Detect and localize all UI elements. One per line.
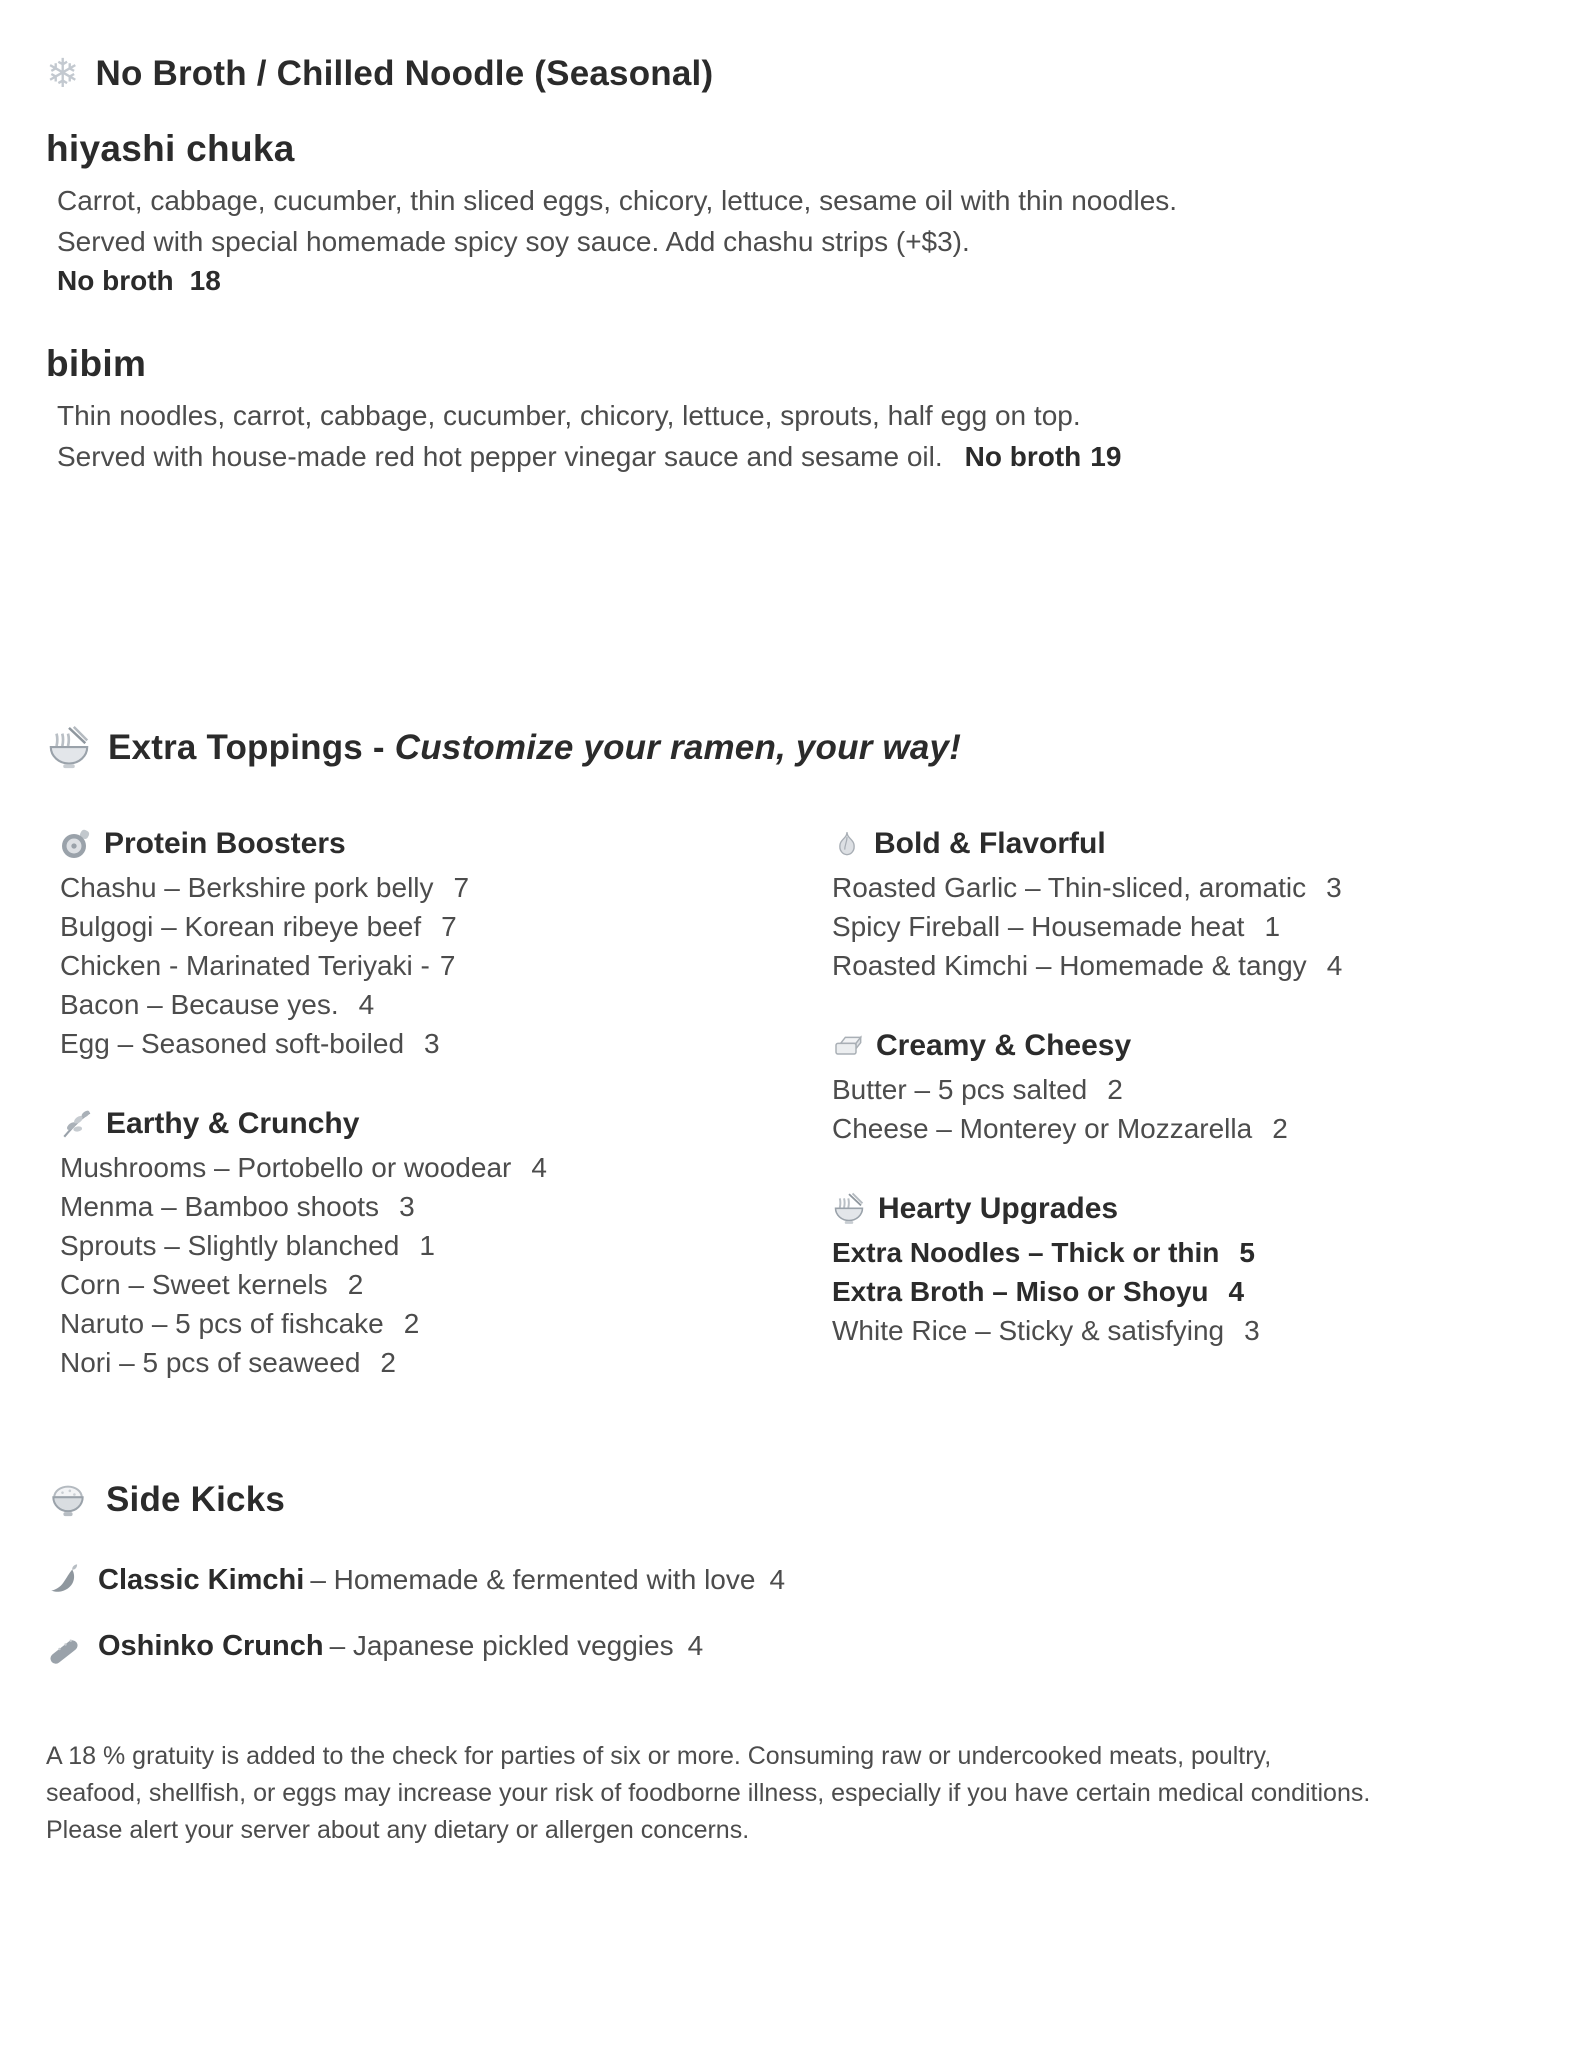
side-kick-item-oshinko-crunch — [46, 1628, 1533, 1664]
side-kick-name: Classic Kimchi — [98, 1563, 305, 1596]
side-kick-text — [98, 1630, 703, 1663]
disclaimer-line: seafood, shellfish, or eggs may increase your risk of foodborne illness, especially if you have certain medical conditions. — [46, 1779, 1371, 1807]
disclaimer-line: A 18 % gratuity is added to the check for parties of six or more. Consuming raw or undercooked meats, poultry, — [46, 1742, 1272, 1770]
chili-pepper-icon — [46, 1562, 82, 1598]
topping-price: 3 — [399, 1191, 415, 1222]
description-line: Served with house-made red hot pepper vinegar sauce and sesame oil. — [57, 441, 943, 472]
chilled-noodle-section-heading — [46, 51, 1533, 97]
butter-icon — [832, 1030, 864, 1062]
topping-label: Extra Noodles – Thick or thin — [832, 1237, 1220, 1268]
topping-price: 4 — [531, 1152, 547, 1183]
topping-label: Bulgogi – Korean ribeye beef — [60, 911, 422, 942]
topping-price: 2 — [403, 1308, 420, 1339]
dish-name: bibim — [46, 343, 147, 384]
side-kicks-heading — [46, 1478, 1533, 1522]
price-label: No broth — [964, 441, 1082, 472]
group-heading — [60, 1107, 832, 1141]
topping-item — [60, 1148, 832, 1187]
topping-item — [60, 1187, 832, 1226]
meat-icon — [60, 828, 92, 860]
topping-group-creamy-cheesy — [832, 1029, 1533, 1148]
topping-group-hearty-upgrades — [832, 1192, 1533, 1350]
section-title: Side Kicks — [106, 1480, 286, 1519]
footer-disclaimer — [46, 1738, 1533, 1849]
topping-item — [60, 1304, 832, 1343]
topping-group-protein-boosters — [60, 827, 832, 1063]
topping-price: 2 — [1107, 1074, 1123, 1105]
side-kick-item-classic-kimchi — [46, 1562, 1533, 1598]
topping-label: Nori – 5 pcs of seaweed — [60, 1347, 361, 1378]
section-title — [108, 728, 961, 768]
dish-price-line — [46, 265, 1533, 297]
price-label: No broth — [57, 265, 174, 296]
topping-label: Corn – Sweet kernels — [60, 1269, 328, 1300]
topping-label: Spicy Fireball – Housemade heat — [832, 911, 1245, 942]
topping-label: Chicken - Marinated Teriyaki - — [60, 950, 430, 981]
dish-price: 18 — [189, 265, 221, 296]
side-kick-desc: – Homemade & fermented with love — [310, 1563, 756, 1595]
topping-item — [832, 1311, 1533, 1350]
side-kick-desc: – Japanese pickled veggies — [329, 1629, 674, 1661]
topping-label: White Rice – Sticky & satisfying — [832, 1315, 1225, 1346]
topping-price: 3 — [1244, 1315, 1260, 1346]
extra-toppings-section — [46, 725, 1533, 1382]
topping-item — [60, 1343, 832, 1382]
topping-label: Menma – Bamboo shoots — [60, 1191, 380, 1222]
group-heading — [832, 1192, 1533, 1226]
description-line: Carrot, cabbage, cucumber, thin sliced eggs, chicory, lettuce, sesame oil with thin noodles. — [57, 185, 1178, 216]
herb-icon — [60, 1107, 94, 1141]
group-title: Hearty Upgrades — [878, 1192, 1119, 1225]
garlic-icon — [832, 829, 862, 859]
topping-label: Extra Broth – Miso or Shoyu — [832, 1276, 1209, 1307]
topping-price: 1 — [1264, 911, 1281, 942]
topping-price: 3 — [424, 1028, 440, 1059]
toppings-right-column — [832, 827, 1533, 1350]
topping-item — [832, 1109, 1533, 1148]
dish-description — [46, 180, 1533, 262]
group-title: Bold & Flavorful — [874, 827, 1106, 860]
topping-label: Mushrooms – Portobello or woodear — [60, 1152, 512, 1183]
topping-item — [832, 907, 1533, 946]
dish-description — [46, 395, 1533, 477]
description-line: Served with special homemade spicy soy sauce. Add chashu strips (+$3). — [57, 226, 970, 257]
snowflake-icon: ❄ — [46, 51, 80, 97]
topping-item — [60, 985, 832, 1024]
topping-item — [60, 907, 832, 946]
dish-name: hiyashi chuka — [46, 128, 295, 169]
cucumber-icon — [46, 1628, 82, 1664]
side-kick-price: 4 — [769, 1563, 786, 1595]
toppings-title-text: Extra Toppings - — [108, 728, 385, 767]
ramen-bowl-icon — [832, 1192, 866, 1226]
topping-price: 4 — [1228, 1276, 1245, 1307]
group-heading — [832, 1029, 1533, 1063]
topping-item — [60, 946, 832, 985]
group-heading — [832, 827, 1533, 861]
topping-price: 4 — [358, 989, 375, 1020]
group-heading — [60, 827, 832, 861]
menu-item-bibim — [46, 343, 1533, 477]
side-kick-name: Oshinko Crunch — [98, 1629, 324, 1662]
toppings-section-heading — [46, 725, 1533, 771]
dish-price: 19 — [1090, 441, 1122, 472]
ramen-bowl-icon — [46, 725, 92, 771]
topping-item — [60, 1024, 832, 1063]
topping-item — [60, 1226, 832, 1265]
topping-price: 4 — [1326, 950, 1343, 981]
topping-price: 2 — [1272, 1113, 1288, 1144]
topping-price: 7 — [441, 911, 457, 942]
group-title: Earthy & Crunchy — [106, 1107, 360, 1140]
topping-label: Roasted Kimchi – Homemade & tangy — [832, 950, 1307, 981]
topping-group-bold-flavorful — [832, 827, 1533, 985]
toppings-columns — [46, 827, 1533, 1382]
topping-price: 2 — [380, 1347, 396, 1378]
topping-price: 7 — [453, 872, 470, 903]
topping-item — [832, 868, 1533, 907]
side-kicks-section — [46, 1478, 1533, 1664]
toppings-left-column — [60, 827, 832, 1382]
description-line: Thin noodles, carrot, cabbage, cucumber, chicory, lettuce, sprouts, half egg on top. — [57, 400, 1081, 431]
group-title: Creamy & Cheesy — [876, 1029, 1132, 1062]
topping-price: 3 — [1326, 872, 1342, 903]
topping-label: Bacon – Because yes. — [60, 989, 339, 1020]
section-title: No Broth / Chilled Noodle (Seasonal) — [95, 54, 714, 93]
topping-item — [832, 1233, 1533, 1272]
toppings-title-italic: Customize your ramen, your way! — [394, 728, 962, 767]
topping-label: Cheese – Monterey or Mozzarella — [832, 1113, 1253, 1144]
group-title: Protein Boosters — [104, 827, 346, 860]
topping-group-earthy-crunchy — [60, 1107, 832, 1382]
topping-label: Sprouts – Slightly blanched — [60, 1230, 400, 1261]
topping-price: 5 — [1239, 1237, 1255, 1268]
rice-bowl-icon — [46, 1478, 90, 1522]
topping-item — [832, 1070, 1533, 1109]
topping-item — [832, 946, 1533, 985]
topping-label: Chashu – Berkshire pork belly — [60, 872, 434, 903]
topping-item — [60, 868, 832, 907]
topping-item — [60, 1265, 832, 1304]
topping-price: 7 — [439, 950, 456, 981]
topping-label: Butter – 5 pcs salted — [832, 1074, 1088, 1105]
topping-item — [832, 1272, 1533, 1311]
side-kick-price: 4 — [687, 1629, 704, 1661]
topping-price: 2 — [347, 1269, 364, 1300]
side-kick-text — [98, 1564, 785, 1597]
topping-label: Naruto – 5 pcs of fishcake — [60, 1308, 384, 1339]
disclaimer-line: Please alert your server about any dietary or allergen concerns. — [46, 1816, 750, 1844]
topping-label: Egg – Seasoned soft-boiled — [60, 1028, 405, 1059]
topping-price: 1 — [419, 1230, 435, 1261]
topping-label: Roasted Garlic – Thin-sliced, aromatic — [832, 872, 1307, 903]
menu-item-hiyashi-chuka — [46, 128, 1533, 297]
